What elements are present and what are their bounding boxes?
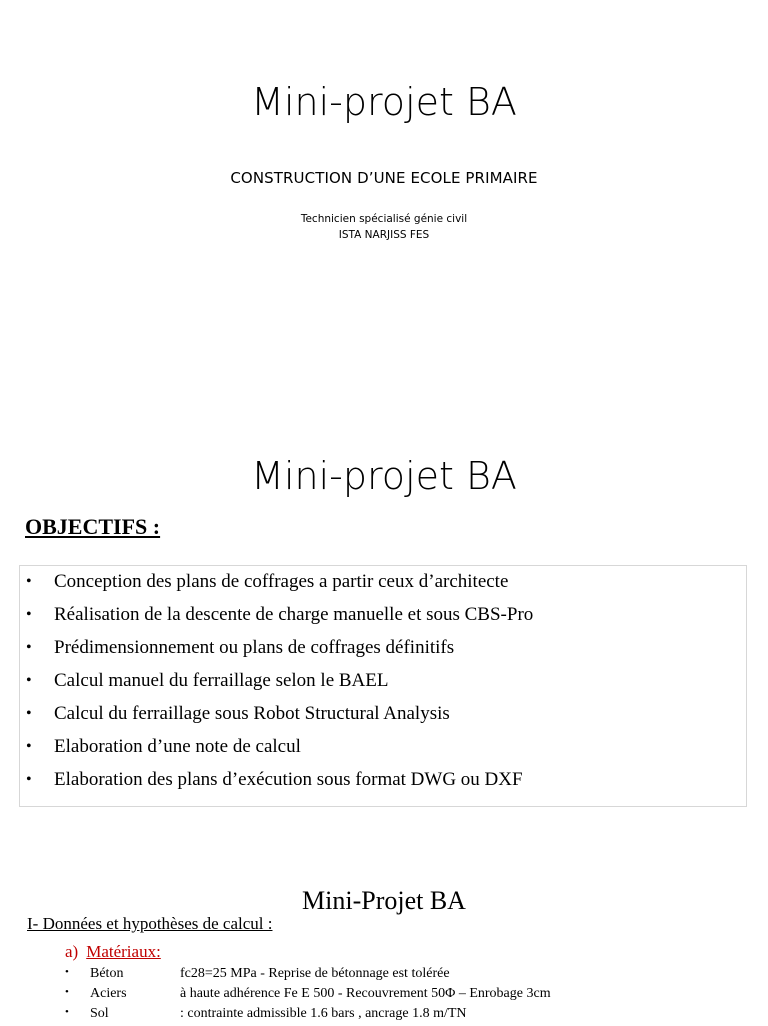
author-line-2: ISTA NARJISS FES — [338, 229, 430, 241]
list-item — [0, 966, 768, 986]
bullet-icon: • — [26, 705, 32, 722]
list-item — [20, 733, 746, 766]
list-item-text: Conception des plans de coffrages a partir ceux d’architecte — [54, 571, 509, 592]
list-item — [20, 568, 746, 601]
author-info — [0, 211, 768, 243]
bullet-icon: • — [65, 966, 69, 978]
list-item — [20, 667, 746, 700]
bullet-icon: • — [26, 606, 32, 623]
subsection-marker: a) — [65, 942, 79, 961]
data-slide — [0, 880, 768, 1024]
slide-title: Mini-Projet BA — [302, 886, 466, 915]
materials-list — [0, 966, 768, 1026]
list-item — [20, 601, 746, 634]
list-item-text: Prédimensionnement ou plans de coffrages définitifs — [54, 637, 455, 658]
list-item — [0, 1006, 768, 1026]
subsection-heading — [65, 942, 161, 962]
material-spec: : contrainte admissible 1.6 bars , ancrage 1.8 m/TN — [180, 1006, 467, 1021]
list-item — [0, 986, 768, 1006]
bullet-icon: • — [26, 639, 32, 656]
author-line-1: Technicien spécialisé génie civil — [300, 213, 468, 225]
slide-subtitle: CONSTRUCTION D’UNE ECOLE PRIMAIRE — [230, 169, 538, 187]
list-item — [20, 634, 746, 667]
list-item-text: Calcul manuel du ferraillage selon le BAEL — [54, 670, 389, 691]
bullet-icon: • — [26, 738, 32, 755]
title-slide — [0, 0, 768, 300]
material-name: Aciers — [90, 986, 127, 1001]
slide-title: Mini-projet BA — [251, 454, 517, 498]
bullet-icon: • — [65, 1006, 69, 1018]
list-item-text: Réalisation de la descente de charge manuelle et sous CBS-Pro — [54, 604, 534, 625]
material-spec: fc28=25 MPa - Reprise de bétonnage est tolérée — [180, 966, 450, 981]
list-item-text: Elaboration d’une note de calcul — [54, 736, 301, 757]
section-heading: I- Données et hypothèses de calcul : — [27, 914, 273, 933]
subsection-label: Matériaux: — [86, 942, 161, 961]
objectives-heading: OBJECTIFS : — [25, 514, 161, 539]
list-item-text: Elaboration des plans d’exécution sous format DWG ou DXF — [54, 769, 523, 790]
list-item-text: Calcul du ferraillage sous Robot Structural Analysis — [54, 703, 450, 724]
bullet-icon: • — [26, 672, 32, 689]
slide-title: Mini-projet BA — [251, 80, 517, 124]
list-item — [20, 766, 746, 799]
objectives-slide — [0, 440, 768, 820]
bullet-icon: • — [26, 573, 32, 590]
bullet-icon: • — [65, 986, 69, 998]
list-item — [20, 700, 746, 733]
objectives-box — [19, 565, 747, 807]
material-name: Béton — [90, 966, 124, 981]
objectives-list — [20, 568, 746, 799]
bullet-icon: • — [26, 771, 32, 788]
material-spec: à haute adhérence Fe E 500 - Recouvrement 50Φ – Enrobage 3cm — [180, 986, 551, 1001]
material-name: Sol — [90, 1006, 109, 1021]
